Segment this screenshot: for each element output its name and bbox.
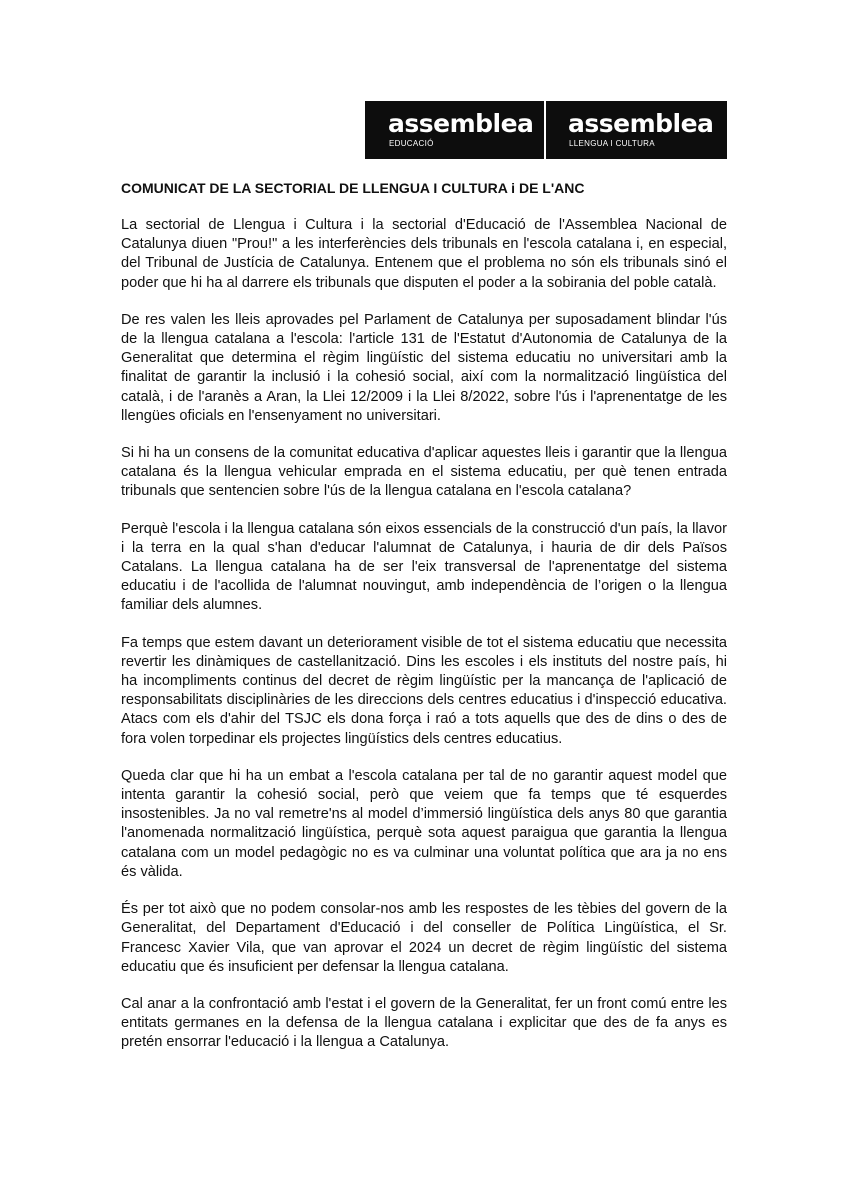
paragraph: Fa temps que estem davant un deteriorament visible de tot el sistema educatiu que necessita revertir les dinàmiques de castellanització. Dins les escoles i els instituts del nostre país, hi ha incompliments continus del decret de règim lingüístic per la mancança de l'aplicació de responsabilitats disciplinàries de les direccions dels centres educatius i d'inspecció educativa. Atacs com els d'ahir del TSJC els dona força i raó a tots aquells que des de dins o des de fora volen torpedinar els projectes lingüístics dels centres educatius.: [121, 634, 727, 747]
paragraph: Queda clar que hi ha un embat a l'escola catalana per tal de no garantir aquest model que intenta garantir la cohesió social, però que veiem que fa temps que té esquerdes insostenibles. Ja no val remetre'ns al model d’immersió lingüística dels anys 80 que garantia l'anomenada normalització lingüística, perquè sota aquest paraigua que garantia la llengua catalana com un model pedagògic no es va culminar una voluntat política que ara ja no ens és vàlida.: [121, 767, 727, 880]
paragraph: La sectorial de Llengua i Cultura i la sectorial d'Educació de l'Assemblea Nacional de Catalunya diuen "Prou!" a les interferències dels tribunals en l'escola catalana i, en especial, del Tribunal de Justícia de Catalunya. Entenem que el problema no són els tribunals sinó el poder que hi ha al darrere els tribunals que disputen el poder a la sobirania del poble català.: [121, 217, 727, 291]
logo-assemblea-llengua-cultura: [546, 101, 727, 159]
document-body: [121, 178, 727, 1071]
paragraph: Si hi ha un consens de la comunitat educativa d'aplicar aquestes lleis i garantir que la llengua catalana és la llengua vehicular emprada en el sistema educatiu, per què tenen entrada tribunals que sentencien sobre l'ús de la llengua catalana en l'escola catalana?: [121, 445, 727, 500]
document-title: COMUNICAT DE LA SECTORIAL DE LLENGUA I CULTURA i DE L'ANC: [121, 180, 585, 196]
paragraph: És per tot això que no podem consolar-nos amb les respostes de les tèbies del govern de la Generalitat, del Departament d'Educació i del conseller de Política Lingüística, el Sr. Francesc Xavier Vila, que van aprovar el 2024 un decret de règim lingüístic del sistema educatiu que és insuficient per defensar la llengua catalana.: [121, 901, 727, 975]
logo-subtitle: LLENGUA I CULTURA: [569, 139, 655, 148]
logo-assemblea-educacio: [365, 101, 544, 159]
logo-name: assemblea: [388, 109, 534, 138]
paragraph: Cal anar a la confrontació amb l'estat i el govern de la Generalitat, fer un front comú entre les entitats germanes en la defensa de la llengua catalana i explicitar que des de fa anys es pretén ensorrar l'educació i la llengua a Catalunya.: [121, 995, 727, 1051]
logo-subtitle: EDUCACIÓ: [389, 139, 434, 148]
logo-name: assemblea: [568, 109, 714, 138]
paragraph: Perquè l'escola i la llengua catalana són eixos essencials de la construcció d'un país, la llavor i la terra en la qual s'han d'educar l'alumnat de Catalunya, i hauria de dir dels Països Catalans. La llengua catalana ha de ser l'eix transversal de l'aprenentatge del sistema educatiu i de l'acollida de l'alumnat nouvingut, amb independència de l’origen o la llengua familiar dels alumnes.: [121, 520, 727, 614]
logo-banner: [365, 101, 727, 159]
paragraph: De res valen les lleis aprovades pel Parlament de Catalunya per suposadament blindar l'ús de la llengua catalana a l'escola: l'article 131 de l'Estatut d'Autonomia de Catalunya de la Generalitat que determina el règim lingüístic del sistema educatiu no universitari amb la finalitat de garantir la inclusió i la cohesió social, així com la normalització lingüística del català, i de l'aranès a Aran, la Llei 12/2009 i la Llei 8/2022, sobre l'ús i l'aprenentatge de les llengües oficials en l'ensenyament no universitari.: [121, 311, 727, 424]
